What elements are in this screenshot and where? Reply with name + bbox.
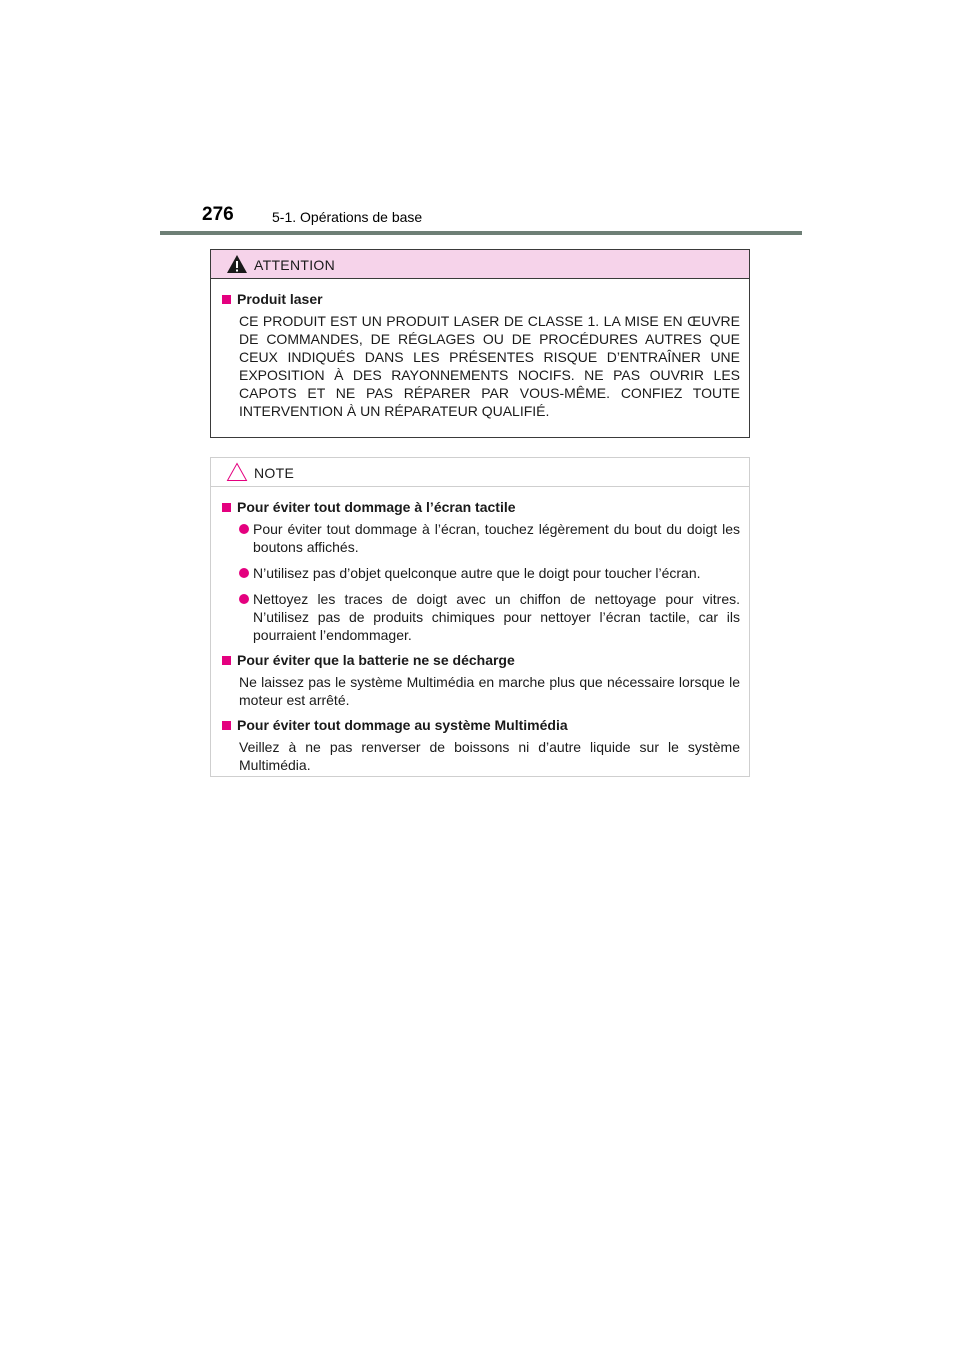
caution-box-body xyxy=(211,279,749,420)
note-bullet xyxy=(239,520,740,556)
note-heading-text: Pour éviter tout dommage à l’écran tactile xyxy=(237,499,516,515)
note-bullet-text: Pour éviter tout dommage à l’écran, touchez légèrement du bout du doigt les boutons affichés. xyxy=(253,521,740,555)
section-title: 5-1. Opérations de base xyxy=(272,209,423,225)
note-section-heading xyxy=(222,499,740,516)
note-box xyxy=(210,457,750,777)
square-bullet-icon xyxy=(222,295,231,304)
caution-heading-text: Produit laser xyxy=(237,291,323,307)
round-bullet-icon xyxy=(239,568,249,578)
note-heading-text: Pour éviter que la batterie ne se décharge xyxy=(237,652,515,668)
page-number: 276 xyxy=(202,204,234,225)
square-bullet-icon xyxy=(222,656,231,665)
note-paragraph: Veillez à ne pas renverser de boissons ni d’autre liquide sur le système Multimédia. xyxy=(239,739,740,773)
square-bullet-icon xyxy=(222,721,231,730)
note-box-header xyxy=(211,458,749,487)
caution-title: ATTENTION xyxy=(254,257,335,273)
round-bullet-icon xyxy=(239,594,249,604)
note-bullet xyxy=(239,590,740,644)
caution-heading xyxy=(222,291,740,308)
header-rule xyxy=(160,231,802,235)
caution-text: CE PRODUIT EST UN PRODUIT LASER DE CLASSE 1. LA MISE EN ŒUVRE DE COMMANDES, DE RÉGLAGES OU DE PROCÉDURES AUTRES QUE CEUX INDIQUÉS DANS LES PRÉSENTES RISQUE D’ENTRAÎNER UNE EXPOSITION À DES RAYONNEMENTS NOCIFS. NE PAS OUVRIR LES CAPOTS ET NE PAS RÉPARER PAR VOUS-MÊME. CONFIEZ TOUTE INTERVENTION À UN RÉPARATEUR QUALIFIÉ. xyxy=(239,313,740,419)
caution-box xyxy=(210,249,750,438)
note-section-heading xyxy=(222,652,740,669)
page-header xyxy=(160,200,802,236)
note-section-heading xyxy=(222,717,740,734)
note-bullet xyxy=(239,564,740,582)
note-bullet-text: Nettoyez les traces de doigt avec un chiffon de nettoyage pour vitres. N’utilisez pas de produits chimiques pour nettoyer l’écran tactile, car ils pourraient l’endommager. xyxy=(253,591,740,643)
caution-box-header xyxy=(211,250,749,279)
warning-triangle-filled-icon xyxy=(226,254,248,274)
note-heading-text: Pour éviter tout dommage au système Multimédia xyxy=(237,717,568,733)
warning-triangle-outline-icon xyxy=(226,462,248,482)
note-box-body xyxy=(211,487,749,774)
note-bullet-text: N’utilisez pas d’objet quelconque autre que le doigt pour toucher l’écran. xyxy=(253,565,701,581)
note-paragraph: Ne laissez pas le système Multimédia en marche plus que nécessaire lorsque le moteur est arrêté. xyxy=(239,674,740,708)
note-title: NOTE xyxy=(254,465,295,481)
round-bullet-icon xyxy=(239,524,249,534)
square-bullet-icon xyxy=(222,503,231,512)
